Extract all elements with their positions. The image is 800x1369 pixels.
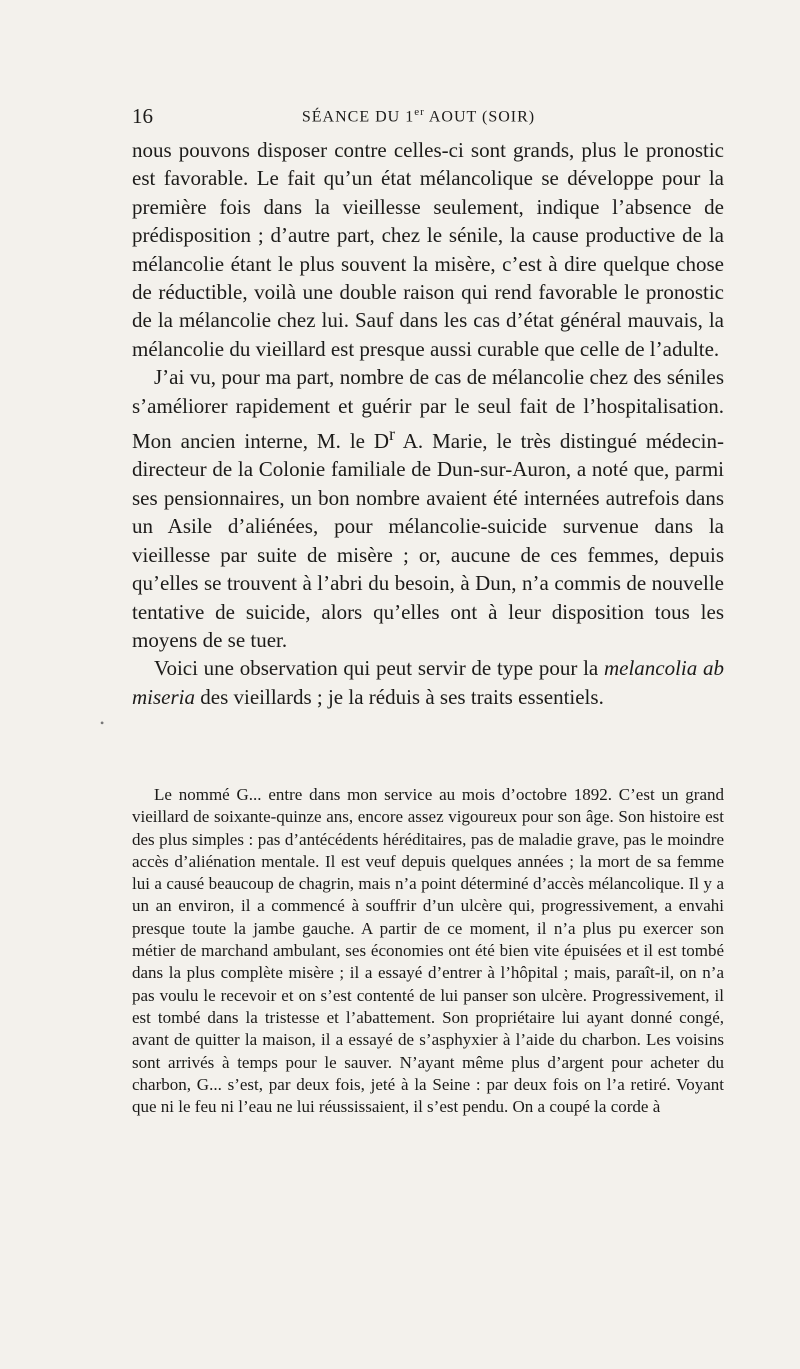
margin-mark: • (100, 716, 105, 730)
main-text (132, 136, 724, 711)
paragraph-3 (132, 654, 724, 711)
paragraph-3-text-b: des vieillards ; je la réduis à ses traits essentiels. (195, 684, 604, 709)
paragraph-3-italic: melancolia ab miseria (132, 656, 724, 709)
paragraph-2-sup: r (389, 424, 395, 445)
page-number: 16 (132, 103, 153, 128)
observation-block (132, 784, 724, 1118)
running-head (153, 106, 684, 126)
running-head-sup: er (414, 105, 425, 118)
paragraph-2 (132, 363, 724, 654)
paragraph-2-text-b: A. Marie, le très distingué médecin-directeur de la Colonie familiale de Dun-sur-Auron, a noté que, parmi ses pensionnaires, un bon nombre avaient été internées autrefois dans un Asile d’aliénées, pour mélancolie-suicide survenue dans la vieillesse par suite de misère ; or, aucune de ces femmes, depuis qu’elles se trouvent à l’abri du besoin, à Dun, n’a commis de nouvelle tentative de suicide, alors qu’elles ont à leur disposition tous les moyens de se tuer. (132, 429, 724, 652)
running-head-suffix: AOUT (SOIR) (424, 108, 536, 126)
page-header (132, 100, 724, 132)
paragraph-2-text-a: J’ai vu, pour ma part, nombre de cas de mélancolie chez des séniles s’améliorer rapidement et guérir par le seul fait de l’hospitalisation. Mon ancien interne, M. le D (132, 365, 724, 454)
paragraph-3-text-a: Voici une observation qui peut servir de type pour la (154, 656, 604, 681)
observation-text: Le nommé G... entre dans mon service au mois d’octobre 1892. C’est un grand vieillard de soixante-quinze ans, encore assez vigoureux pour son âge. Son histoire est des plus simples : pas d’antécédents héréditaires, pas de maladie grave, pas le moindre accès d’aliénation mentale. Il est veuf depuis quelques années ; la mort de sa femme lui a causé beaucoup de chagrin, mais n’a point déterminé d’accès mélancolique. Il y a un an environ, il a commencé à souffrir d’un ulcère qui, progressivement, a envahi presque toute la jambe gauche. A partir de ce moment, il n’a plus pu exercer son métier de marchand ambulant, ses économies ont été bien vite épuisées et il est tombé dans la plus complète misère ; il a essayé d’entrer à l’hôpital ; mais, paraît-il, on n’a pas voulu le recevoir et on s’est contenté de lui panser son ulcère. Progressivement, il est tombé dans la tristesse et l’abattement. Son propriétaire lui ayant donné congé, avant de quitter la maison, il a essayé de s’asphyxier à l’aide du charbon. Les voisins sont arrivés à temps pour le sauver. N’ayant même plus d’argent pour acheter du charbon, G... s’est, par deux fois, jeté à la Seine : par deux fois on l’a retiré. Voyant que ni le feu ni l’eau ne lui réussissaient, il s’est pendu. On a coupé la corde à (132, 785, 724, 1117)
paragraph-1: nous pouvons disposer contre celles-ci sont grands, plus le pronostic est favorable. Le fait qu’un état mélancolique se développe pour la première fois dans la vieillesse seulement, indique l’absence de prédisposition ; d’autre part, chez le sénile, la cause productive de la mélancolie étant le plus souvent la misère, c’est à dire quelque chose de réductible, voilà une double raison qui rend favorable le pronostic de la mélancolie chez lui. Sauf dans les cas d’état général mauvais, la mélancolie du vieillard est presque aussi curable que celle de l’adulte. (132, 138, 724, 361)
running-head-prefix: SÉANCE DU 1 (301, 108, 415, 126)
